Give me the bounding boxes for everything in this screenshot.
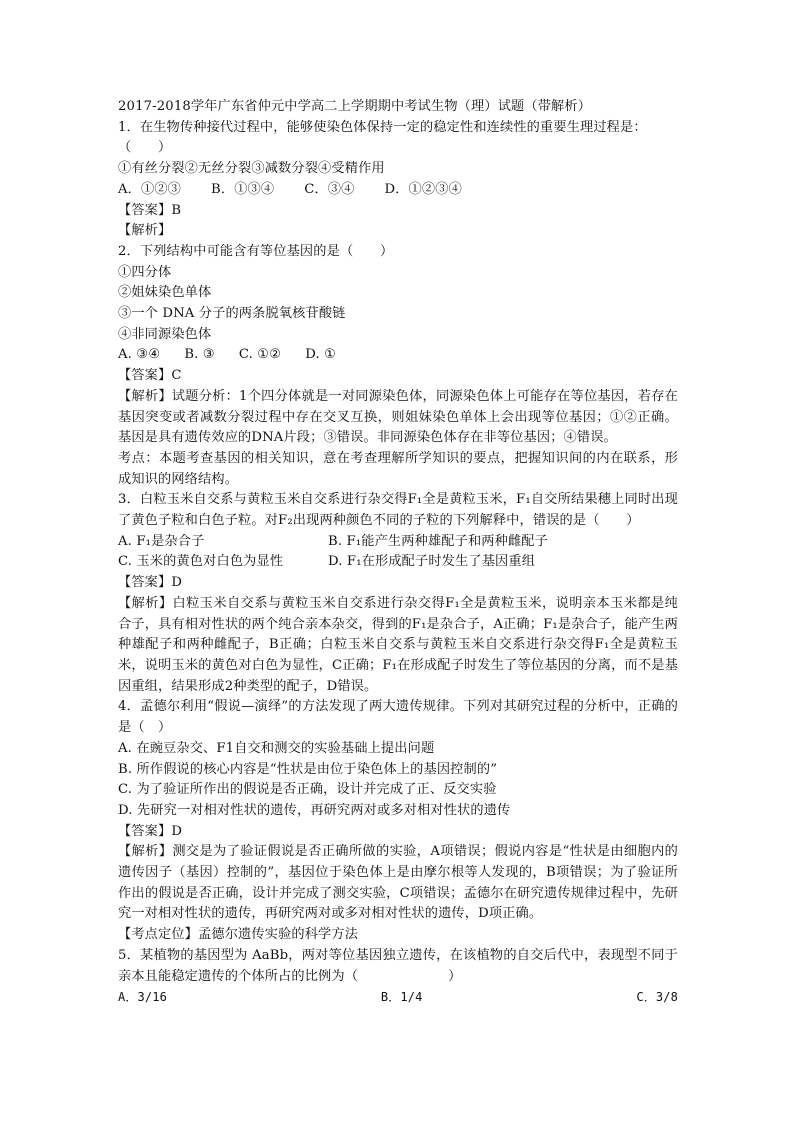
- option-d: D. ①: [305, 347, 337, 363]
- answer: 【答案】D: [118, 575, 183, 591]
- options-row: [118, 532, 678, 553]
- option-c: C. 为了验证所作出的假说是否正确，设计并完成了正、反交实验: [118, 782, 497, 798]
- question-stem: 2．下列结构中可能含有等位基因的是（ ）: [118, 243, 394, 259]
- option-a: A. 在豌豆杂交、F1自交和测交的实验基础上提出问题: [118, 740, 435, 756]
- option-c: C．③④: [304, 181, 355, 197]
- option-a: A．①②③: [118, 181, 182, 197]
- question-stem: 4．孟德尔利用“假说—演绎”的方法发现了两大遗传规律。下列对其研究过程的分析中，正确的是（ ）: [118, 699, 678, 736]
- analysis: 【解析】白粒玉米自交系与黄粒玉米自交系进行杂交得F₁全是黄粒玉米，说明亲本玉米都是纯合子，具有相对性状的两个纯合亲本杂交，得到的F₁是杂合子，A正确；F₁是杂合子，能产生两种雄配子和两种雌配子，B正确；白粒玉米自交系与黄粒玉米自交系进行杂交得F₁全是黄粒玉米，说明玉米的黄色对白色为显性，C正确；F₁在形成配子时发生了等位基因的分离，而不是基因重组，结果形成2种类型的配子，D错误。: [118, 595, 678, 694]
- analysis: 【解析】: [118, 223, 172, 239]
- option-b: B. F₁能产生两种雄配子和两种雌配子: [328, 533, 548, 549]
- option-b: B. ③: [184, 347, 215, 363]
- question-4: [118, 697, 678, 945]
- question-item: ②姐妹染色单体: [118, 285, 212, 301]
- analysis: 【解析】试题分析：1个四分体就是一对同源染色体，同源染色体上可能存在等位基因，若存在基因突变或者减数分裂过程中存在交叉互换，则姐妹染色单体上会出现等位基因；①②正确。基因是具有遗传效应的DNA片段；③错误。非同源染色体存在非等位基因；④错误。: [118, 388, 678, 446]
- option-a: A. F₁是杂合子: [118, 533, 205, 549]
- question-stem: [118, 946, 678, 987]
- question-stem: 1．在生物传种接代过程中，能够使染色体保持一定的稳定性和连续性的重要生理过程是：: [118, 119, 647, 135]
- document-title: 2017-2018学年广东省仲元中学高二上学期期中考试生物（理）试题（带解析）: [118, 99, 592, 114]
- option-a: A. ③④: [118, 347, 161, 363]
- option-d: D．①②③④: [384, 181, 462, 197]
- question-item: ①四分体: [118, 264, 172, 280]
- answer: 【答案】B: [118, 202, 182, 218]
- question-3: [118, 490, 678, 697]
- option-c: C. ①②: [238, 347, 282, 363]
- question-stem-close: ）: [448, 968, 462, 984]
- options-row: [118, 552, 678, 573]
- question-items: ①有丝分裂②无丝分裂③减数分裂④受精作用: [118, 161, 385, 177]
- option-c: C．3/8: [636, 990, 678, 1005]
- option-c: C. 玉米的黄色对白色为显性: [118, 554, 284, 570]
- question-item: ④非同源染色体: [118, 326, 212, 342]
- answer: 【答案】C: [118, 368, 182, 384]
- question-5: [118, 946, 678, 1008]
- option-a: A．3/16: [118, 990, 168, 1005]
- option-d: D. 先研究一对相对性状的遗传，再研究两对或多对相对性状的遗传: [118, 802, 511, 818]
- kaodian: 【考点定位】孟德尔遗传实验的科学方法: [118, 927, 359, 943]
- options-row: [118, 987, 678, 1008]
- document-page: [118, 97, 678, 1008]
- options-row: [118, 180, 678, 201]
- question-stem: 3．白粒玉米自交系与黄粒玉米自交系进行杂交得F₁全是黄粒玉米，F₁自交所结果穗上同时出现了黄色子粒和白色子粒。对F₂出现两种颜色不同的子粒的下列解释中，错误的是（ ）: [118, 492, 678, 529]
- question-stem-blank: （ ）: [118, 140, 172, 156]
- question-1: [118, 118, 678, 242]
- options-row: [118, 345, 678, 366]
- question-2: [118, 242, 678, 490]
- option-b: B．1/4: [380, 990, 423, 1005]
- option-d: D. F₁在形成配子时发生了基因重组: [328, 554, 536, 570]
- option-b: B．①③④: [211, 181, 275, 197]
- question-item: ③一个 DNA 分子的两条脱氧核苷酸链: [118, 306, 346, 322]
- kaodian: 考点：本题考查基因的相关知识，意在考查理解所学知识的要点，把握知识间的内在联系，形成知识的网络结构。: [118, 450, 678, 487]
- answer: 【答案】D: [118, 823, 183, 839]
- question-stem-text: 5．某植物的基因型为 AaBb，两对等位基因独立遗传，在该植物的自交后代中，表现型不同于亲本且能稳定遗传的个体所占的比例为（: [118, 947, 678, 984]
- option-b: B. 所作假说的核心内容是“性状是由位于染色体上的基因控制的”: [118, 761, 498, 777]
- analysis: 【解析】测交是为了验证假说是否正确所做的实验，A项错误；假说内容是“性状是由细胞内的遗传因子（基因）控制的”，基因位于染色体上是由摩尔根等人发现的，B项错误；为了验证所作出的假说是否正确，设计并完成了测交实验，C项错误；孟德尔在研究遗传规律过程中，先研究一对相对性状的遗传，再研究两对或多对相对性状的遗传，D项正确。: [118, 844, 678, 922]
